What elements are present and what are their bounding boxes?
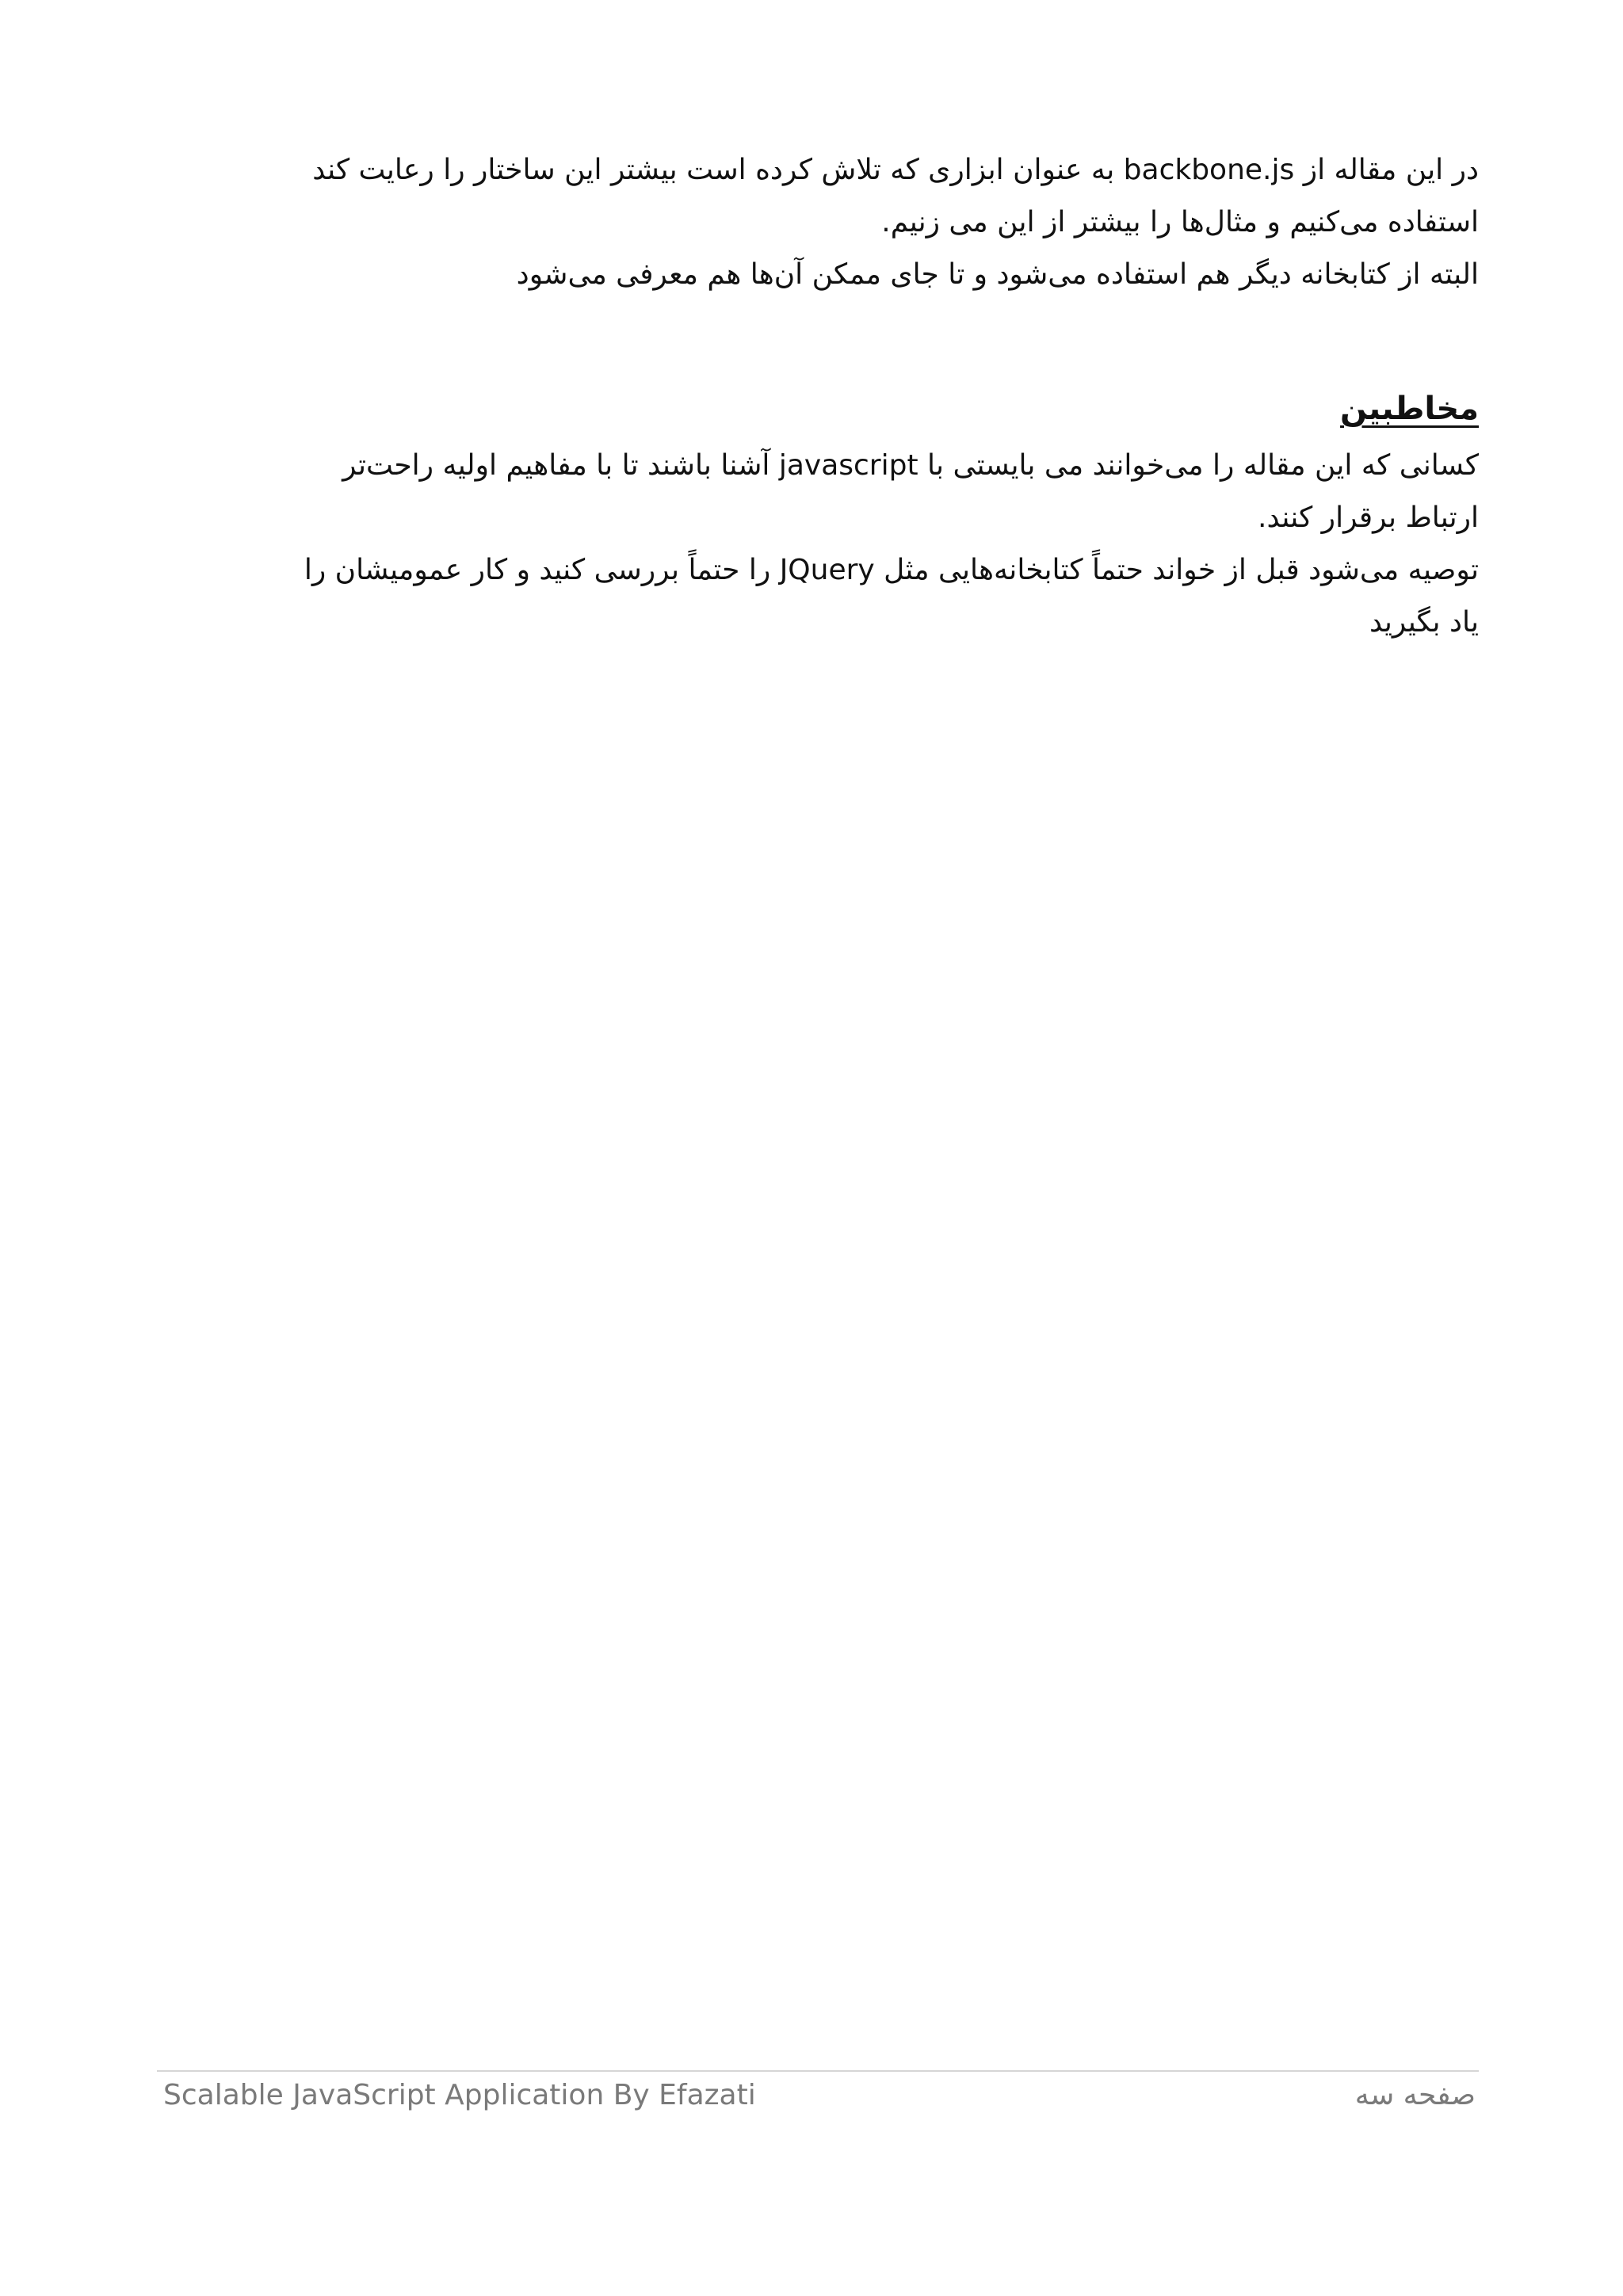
page-footer [157, 2076, 1479, 2115]
audience-line: کسانی که این مقاله را می‌خوانند می بایستی با javascript آشنا باشند تا با مفاهیم اولیه راحت‌تر [342, 449, 1479, 482]
audience-line: توصیه می‌شود قبل از خواند حتماً کتابخانه‌هایی مثل JQuery را حتماً بررسی کنید و کار عمومیشان را [304, 554, 1479, 586]
audience-line: ارتباط برقرار کنند. [1258, 502, 1479, 534]
footer-title: Scalable JavaScript Application By Efazati [163, 2079, 756, 2111]
audience-heading: مخاطبین [1340, 391, 1479, 427]
audience-line: یاد بگیرید [1369, 606, 1479, 639]
intro-line: در این مقاله از backbone.js به عنوان ابزاری که تلاش کرده است بیشتر این ساختار را رعایت کند [312, 154, 1479, 186]
page-number: صفحه سه [1354, 2079, 1476, 2111]
intro-line: استفاده می‌کنیم و مثال‌ها را بیشتر از این می زنیم. [881, 206, 1479, 238]
intro-line: البته از کتابخانه دیگر هم استفاده می‌شود و تا جای ممکن آن‌ها هم معرفی می‌شود [516, 258, 1479, 291]
footer-divider [157, 2070, 1479, 2072]
audience-paragraph [157, 440, 1479, 649]
page-content [157, 144, 1479, 649]
intro-paragraph [157, 144, 1479, 301]
